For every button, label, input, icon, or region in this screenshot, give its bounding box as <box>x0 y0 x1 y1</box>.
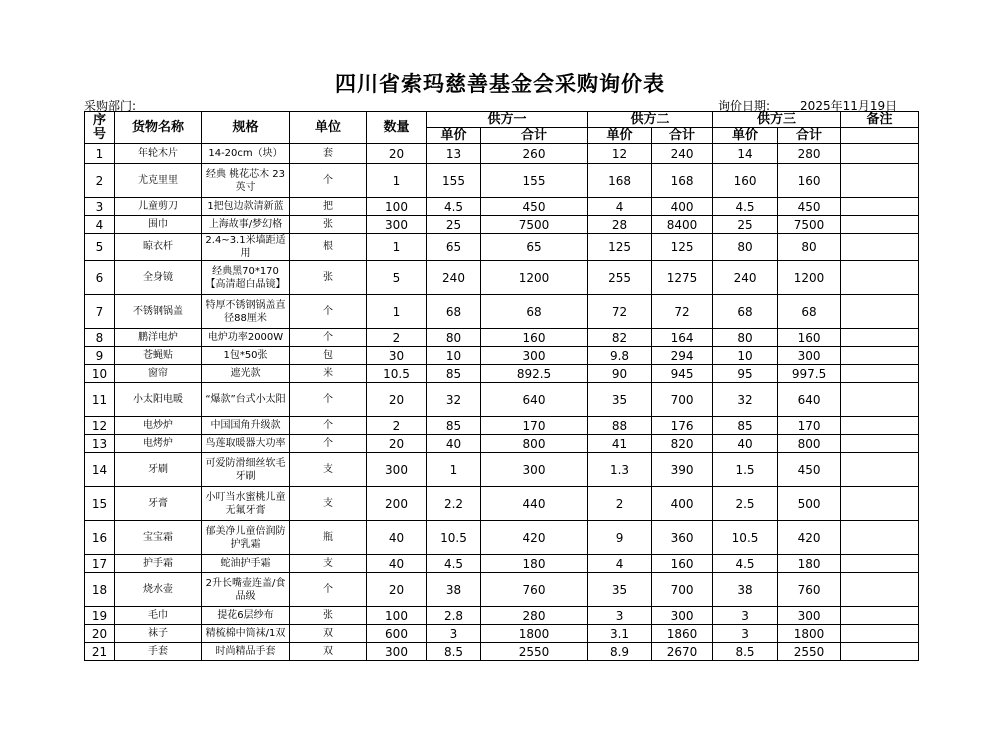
item-name: 围巾 <box>115 216 202 234</box>
supplier-2-unit-price: 168 <box>588 164 652 198</box>
item-remark <box>841 216 919 234</box>
item-remark <box>841 164 919 198</box>
table-row <box>85 216 919 234</box>
table-row <box>85 365 919 383</box>
supplier-1-total: 280 <box>481 607 588 625</box>
item-quantity: 300 <box>367 216 427 234</box>
item-spec: 上海故事/梦幻格 <box>202 216 290 234</box>
supplier-1-unit-price: 32 <box>427 383 481 417</box>
item-remark <box>841 573 919 607</box>
row-number: 18 <box>85 573 115 607</box>
item-unit: 根 <box>290 234 367 261</box>
header-remark: 备注 <box>841 112 919 128</box>
item-name: 电烤炉 <box>115 435 202 453</box>
supplier-1-unit-price: 38 <box>427 573 481 607</box>
header-name: 货物名称 <box>115 112 202 144</box>
supplier-3-total: 420 <box>778 521 841 555</box>
row-number: 13 <box>85 435 115 453</box>
supplier-1-unit-price: 10.5 <box>427 521 481 555</box>
supplier-2-unit-price: 1.3 <box>588 453 652 487</box>
supplier-1-unit-price: 80 <box>427 329 481 347</box>
supplier-1-total: 640 <box>481 383 588 417</box>
supplier-3-total: 760 <box>778 573 841 607</box>
supplier-2-total: 945 <box>652 365 713 383</box>
item-spec: 2.4~3.1米墙距适用 <box>202 234 290 261</box>
item-quantity: 20 <box>367 435 427 453</box>
table-row <box>85 234 919 261</box>
item-unit: 把 <box>290 198 367 216</box>
item-spec: 14-20cm（块） <box>202 144 290 164</box>
item-quantity: 20 <box>367 573 427 607</box>
supplier-3-total: 1800 <box>778 625 841 643</box>
supplier-2-unit-price: 28 <box>588 216 652 234</box>
item-spec: 经典 桃花芯木 23英寸 <box>202 164 290 198</box>
inquiry-table <box>84 111 919 661</box>
supplier-1-unit-price: 68 <box>427 295 481 329</box>
item-unit: 张 <box>290 216 367 234</box>
item-name: 不锈钢锅盖 <box>115 295 202 329</box>
supplier-2-unit-price: 9 <box>588 521 652 555</box>
supplier-3-total: 2550 <box>778 643 841 661</box>
supplier-1-unit-price: 8.5 <box>427 643 481 661</box>
item-spec: 中国国角升级款 <box>202 417 290 435</box>
supplier-1-unit-price: 155 <box>427 164 481 198</box>
table-body <box>85 144 919 661</box>
item-unit: 套 <box>290 144 367 164</box>
supplier-3-total: 160 <box>778 329 841 347</box>
supplier-1-total: 180 <box>481 555 588 573</box>
supplier-1-unit-price: 25 <box>427 216 481 234</box>
supplier-3-unit-price: 160 <box>713 164 778 198</box>
item-remark <box>841 521 919 555</box>
item-unit: 支 <box>290 555 367 573</box>
item-quantity: 100 <box>367 198 427 216</box>
header-qty: 数量 <box>367 112 427 144</box>
supplier-1-total: 800 <box>481 435 588 453</box>
item-name: 护手霜 <box>115 555 202 573</box>
item-unit: 个 <box>290 417 367 435</box>
table-row <box>85 521 919 555</box>
item-quantity: 1 <box>367 164 427 198</box>
supplier-3-total: 300 <box>778 347 841 365</box>
header-supplier-3: 供方三 <box>713 112 841 128</box>
item-spec: 1把包边款清新蓝 <box>202 198 290 216</box>
item-spec: 时尚精品手套 <box>202 643 290 661</box>
supplier-1-total: 440 <box>481 487 588 521</box>
item-name: 儿童剪刀 <box>115 198 202 216</box>
supplier-1-total: 260 <box>481 144 588 164</box>
supplier-1-unit-price: 2.2 <box>427 487 481 521</box>
item-name: 牙膏 <box>115 487 202 521</box>
row-number: 4 <box>85 216 115 234</box>
item-name: 宝宝霜 <box>115 521 202 555</box>
item-spec: 遮光款 <box>202 365 290 383</box>
item-remark <box>841 625 919 643</box>
supplier-1-total: 300 <box>481 347 588 365</box>
supplier-1-unit-price: 13 <box>427 144 481 164</box>
supplier-2-unit-price: 35 <box>588 573 652 607</box>
supplier-3-total: 80 <box>778 234 841 261</box>
supplier-3-unit-price: 1.5 <box>713 453 778 487</box>
row-number: 3 <box>85 198 115 216</box>
supplier-2-total: 8400 <box>652 216 713 234</box>
supplier-3-total: 300 <box>778 607 841 625</box>
item-quantity: 40 <box>367 521 427 555</box>
item-remark <box>841 261 919 295</box>
row-number: 11 <box>85 383 115 417</box>
header-supplier-1: 供方一 <box>427 112 588 128</box>
row-number: 7 <box>85 295 115 329</box>
item-unit: 个 <box>290 573 367 607</box>
supplier-2-total: 400 <box>652 198 713 216</box>
header-unit-price-1: 单价 <box>427 128 481 144</box>
supplier-3-unit-price: 95 <box>713 365 778 383</box>
item-quantity: 1 <box>367 234 427 261</box>
supplier-1-total: 65 <box>481 234 588 261</box>
table-row <box>85 198 919 216</box>
item-name: 窗帘 <box>115 365 202 383</box>
row-number: 19 <box>85 607 115 625</box>
supplier-1-unit-price: 4.5 <box>427 555 481 573</box>
item-unit: 个 <box>290 295 367 329</box>
item-spec: 经典黑70*170【高清超白晶镜】 <box>202 261 290 295</box>
item-name: 年轮木片 <box>115 144 202 164</box>
item-name: 烧水壶 <box>115 573 202 607</box>
date-value: 2025年11月19日 <box>800 99 898 113</box>
table-row <box>85 329 919 347</box>
supplier-3-unit-price: 14 <box>713 144 778 164</box>
item-remark <box>841 435 919 453</box>
supplier-2-unit-price: 82 <box>588 329 652 347</box>
supplier-3-total: 1200 <box>778 261 841 295</box>
item-remark <box>841 329 919 347</box>
supplier-2-total: 72 <box>652 295 713 329</box>
item-remark <box>841 295 919 329</box>
supplier-2-total: 294 <box>652 347 713 365</box>
supplier-2-unit-price: 88 <box>588 417 652 435</box>
supplier-2-total: 2670 <box>652 643 713 661</box>
row-number: 17 <box>85 555 115 573</box>
item-remark <box>841 198 919 216</box>
item-remark <box>841 555 919 573</box>
supplier-2-unit-price: 41 <box>588 435 652 453</box>
supplier-2-unit-price: 12 <box>588 144 652 164</box>
supplier-1-unit-price: 1 <box>427 453 481 487</box>
table-row <box>85 383 919 417</box>
supplier-3-total: 450 <box>778 453 841 487</box>
supplier-3-total: 180 <box>778 555 841 573</box>
supplier-1-unit-price: 3 <box>427 625 481 643</box>
supplier-2-total: 1860 <box>652 625 713 643</box>
supplier-3-unit-price: 3 <box>713 625 778 643</box>
supplier-1-unit-price: 4.5 <box>427 198 481 216</box>
supplier-1-total: 2550 <box>481 643 588 661</box>
item-remark <box>841 607 919 625</box>
supplier-1-total: 760 <box>481 573 588 607</box>
supplier-2-unit-price: 9.8 <box>588 347 652 365</box>
supplier-2-unit-price: 35 <box>588 383 652 417</box>
item-quantity: 2 <box>367 417 427 435</box>
header-total-2: 合计 <box>652 128 713 144</box>
supplier-2-total: 820 <box>652 435 713 453</box>
item-spec: 提花6层纱布 <box>202 607 290 625</box>
supplier-1-total: 300 <box>481 453 588 487</box>
item-quantity: 600 <box>367 625 427 643</box>
supplier-3-unit-price: 32 <box>713 383 778 417</box>
supplier-3-total: 450 <box>778 198 841 216</box>
supplier-2-total: 400 <box>652 487 713 521</box>
supplier-3-total: 7500 <box>778 216 841 234</box>
item-spec: 蛇油护手霜 <box>202 555 290 573</box>
item-remark <box>841 144 919 164</box>
item-name: 电炒炉 <box>115 417 202 435</box>
table-row <box>85 261 919 295</box>
row-number: 21 <box>85 643 115 661</box>
supplier-2-total: 240 <box>652 144 713 164</box>
item-remark <box>841 643 919 661</box>
item-unit: 支 <box>290 487 367 521</box>
supplier-2-unit-price: 4 <box>588 555 652 573</box>
item-name: 晾衣杆 <box>115 234 202 261</box>
item-spec: 精梳棉中筒袜/1双 <box>202 625 290 643</box>
supplier-3-total: 997.5 <box>778 365 841 383</box>
item-spec: 可爱防滑细丝软毛牙刷 <box>202 453 290 487</box>
supplier-3-unit-price: 10.5 <box>713 521 778 555</box>
item-unit: 个 <box>290 164 367 198</box>
supplier-3-unit-price: 8.5 <box>713 643 778 661</box>
supplier-2-unit-price: 8.9 <box>588 643 652 661</box>
supplier-2-total: 700 <box>652 573 713 607</box>
item-name: 袜子 <box>115 625 202 643</box>
item-quantity: 30 <box>367 347 427 365</box>
supplier-3-unit-price: 10 <box>713 347 778 365</box>
supplier-1-total: 7500 <box>481 216 588 234</box>
item-unit: 个 <box>290 383 367 417</box>
supplier-3-unit-price: 240 <box>713 261 778 295</box>
item-unit: 瓶 <box>290 521 367 555</box>
item-remark <box>841 347 919 365</box>
supplier-2-total: 390 <box>652 453 713 487</box>
table-row <box>85 573 919 607</box>
item-remark <box>841 417 919 435</box>
item-name: 小太阳电暖 <box>115 383 202 417</box>
table-row <box>85 487 919 521</box>
item-quantity: 10.5 <box>367 365 427 383</box>
date-label: 询价日期: <box>718 99 771 113</box>
supplier-2-unit-price: 3 <box>588 607 652 625</box>
supplier-3-unit-price: 80 <box>713 234 778 261</box>
header-unit-price-2: 单价 <box>588 128 652 144</box>
supplier-2-unit-price: 2 <box>588 487 652 521</box>
table-row <box>85 435 919 453</box>
table-row <box>85 643 919 661</box>
item-unit: 米 <box>290 365 367 383</box>
supplier-2-unit-price: 4 <box>588 198 652 216</box>
item-unit: 双 <box>290 625 367 643</box>
supplier-2-unit-price: 72 <box>588 295 652 329</box>
item-quantity: 1 <box>367 295 427 329</box>
table-row <box>85 347 919 365</box>
row-number: 12 <box>85 417 115 435</box>
table-row <box>85 144 919 164</box>
row-number: 9 <box>85 347 115 365</box>
supplier-2-unit-price: 3.1 <box>588 625 652 643</box>
item-name: 全身镜 <box>115 261 202 295</box>
row-number: 8 <box>85 329 115 347</box>
item-spec: 鸟莲取暖器大功率 <box>202 435 290 453</box>
item-quantity: 2 <box>367 329 427 347</box>
item-remark <box>841 383 919 417</box>
row-number: 5 <box>85 234 115 261</box>
item-unit: 张 <box>290 607 367 625</box>
header-remark-blank <box>841 128 919 144</box>
item-quantity: 300 <box>367 643 427 661</box>
item-name: 苍蝇贴 <box>115 347 202 365</box>
supplier-1-total: 155 <box>481 164 588 198</box>
item-unit: 个 <box>290 329 367 347</box>
supplier-3-total: 500 <box>778 487 841 521</box>
item-remark <box>841 487 919 521</box>
supplier-3-total: 160 <box>778 164 841 198</box>
supplier-3-total: 280 <box>778 144 841 164</box>
supplier-1-total: 450 <box>481 198 588 216</box>
item-quantity: 300 <box>367 453 427 487</box>
item-quantity: 200 <box>367 487 427 521</box>
supplier-3-unit-price: 40 <box>713 435 778 453</box>
item-name: 牙刷 <box>115 453 202 487</box>
header-total-3: 合计 <box>778 128 841 144</box>
item-name: 毛巾 <box>115 607 202 625</box>
supplier-3-total: 68 <box>778 295 841 329</box>
supplier-2-total: 700 <box>652 383 713 417</box>
row-number: 6 <box>85 261 115 295</box>
supplier-1-unit-price: 10 <box>427 347 481 365</box>
supplier-3-unit-price: 85 <box>713 417 778 435</box>
supplier-2-total: 176 <box>652 417 713 435</box>
supplier-3-unit-price: 68 <box>713 295 778 329</box>
item-quantity: 20 <box>367 383 427 417</box>
item-remark <box>841 365 919 383</box>
supplier-2-unit-price: 255 <box>588 261 652 295</box>
supplier-1-unit-price: 85 <box>427 417 481 435</box>
supplier-3-unit-price: 3 <box>713 607 778 625</box>
supplier-1-unit-price: 85 <box>427 365 481 383</box>
item-name: 手套 <box>115 643 202 661</box>
item-unit: 张 <box>290 261 367 295</box>
item-name: 鹏洋电炉 <box>115 329 202 347</box>
supplier-1-total: 1200 <box>481 261 588 295</box>
supplier-2-unit-price: 125 <box>588 234 652 261</box>
item-remark <box>841 453 919 487</box>
row-number: 14 <box>85 453 115 487</box>
item-remark <box>841 234 919 261</box>
table-row <box>85 607 919 625</box>
table-row <box>85 453 919 487</box>
supplier-1-unit-price: 240 <box>427 261 481 295</box>
table-row <box>85 625 919 643</box>
row-number: 10 <box>85 365 115 383</box>
table-row <box>85 555 919 573</box>
item-spec: 特厚不锈钢锅盖直径88厘米 <box>202 295 290 329</box>
supplier-3-unit-price: 80 <box>713 329 778 347</box>
supplier-2-total: 160 <box>652 555 713 573</box>
row-number: 2 <box>85 164 115 198</box>
item-unit: 包 <box>290 347 367 365</box>
supplier-3-total: 170 <box>778 417 841 435</box>
supplier-1-unit-price: 2.8 <box>427 607 481 625</box>
supplier-1-total: 892.5 <box>481 365 588 383</box>
item-spec: 2升长嘴壶连盖/食品级 <box>202 573 290 607</box>
table-row <box>85 417 919 435</box>
supplier-2-total: 164 <box>652 329 713 347</box>
supplier-2-total: 168 <box>652 164 713 198</box>
supplier-1-unit-price: 40 <box>427 435 481 453</box>
row-number: 20 <box>85 625 115 643</box>
row-number: 1 <box>85 144 115 164</box>
supplier-3-unit-price: 4.5 <box>713 198 778 216</box>
row-number: 15 <box>85 487 115 521</box>
supplier-3-total: 800 <box>778 435 841 453</box>
row-number: 16 <box>85 521 115 555</box>
supplier-3-unit-price: 25 <box>713 216 778 234</box>
department-label: 采购部门: <box>84 99 137 113</box>
header-no: 序号 <box>85 112 115 144</box>
item-unit: 个 <box>290 435 367 453</box>
item-quantity: 40 <box>367 555 427 573</box>
supplier-1-total: 420 <box>481 521 588 555</box>
supplier-2-unit-price: 90 <box>588 365 652 383</box>
supplier-2-total: 300 <box>652 607 713 625</box>
supplier-2-total: 1275 <box>652 261 713 295</box>
item-spec: 1包*50张 <box>202 347 290 365</box>
table-row <box>85 164 919 198</box>
page-title: 四川省索玛慈善基金会采购询价表 <box>335 72 665 96</box>
item-unit: 双 <box>290 643 367 661</box>
item-spec: “爆款”台式小太阳 <box>202 383 290 417</box>
supplier-1-total: 1800 <box>481 625 588 643</box>
header-spec: 规格 <box>202 112 290 144</box>
table-row <box>85 295 919 329</box>
supplier-3-unit-price: 38 <box>713 573 778 607</box>
supplier-1-total: 170 <box>481 417 588 435</box>
item-spec: 郁美净儿童倍润防护乳霜 <box>202 521 290 555</box>
item-quantity: 5 <box>367 261 427 295</box>
supplier-2-total: 360 <box>652 521 713 555</box>
supplier-1-total: 160 <box>481 329 588 347</box>
item-spec: 电炉功率2000W <box>202 329 290 347</box>
header-unit-price-3: 单价 <box>713 128 778 144</box>
supplier-3-unit-price: 2.5 <box>713 487 778 521</box>
item-unit: 支 <box>290 453 367 487</box>
item-spec: 小叮当水蜜桃儿童无氟牙膏 <box>202 487 290 521</box>
item-quantity: 100 <box>367 607 427 625</box>
supplier-2-total: 125 <box>652 234 713 261</box>
header-supplier-2: 供方二 <box>588 112 713 128</box>
supplier-3-total: 640 <box>778 383 841 417</box>
supplier-3-unit-price: 4.5 <box>713 555 778 573</box>
item-name: 尤克里里 <box>115 164 202 198</box>
supplier-1-total: 68 <box>481 295 588 329</box>
item-quantity: 20 <box>367 144 427 164</box>
header-unit: 单位 <box>290 112 367 144</box>
header-total-1: 合计 <box>481 128 588 144</box>
supplier-1-unit-price: 65 <box>427 234 481 261</box>
